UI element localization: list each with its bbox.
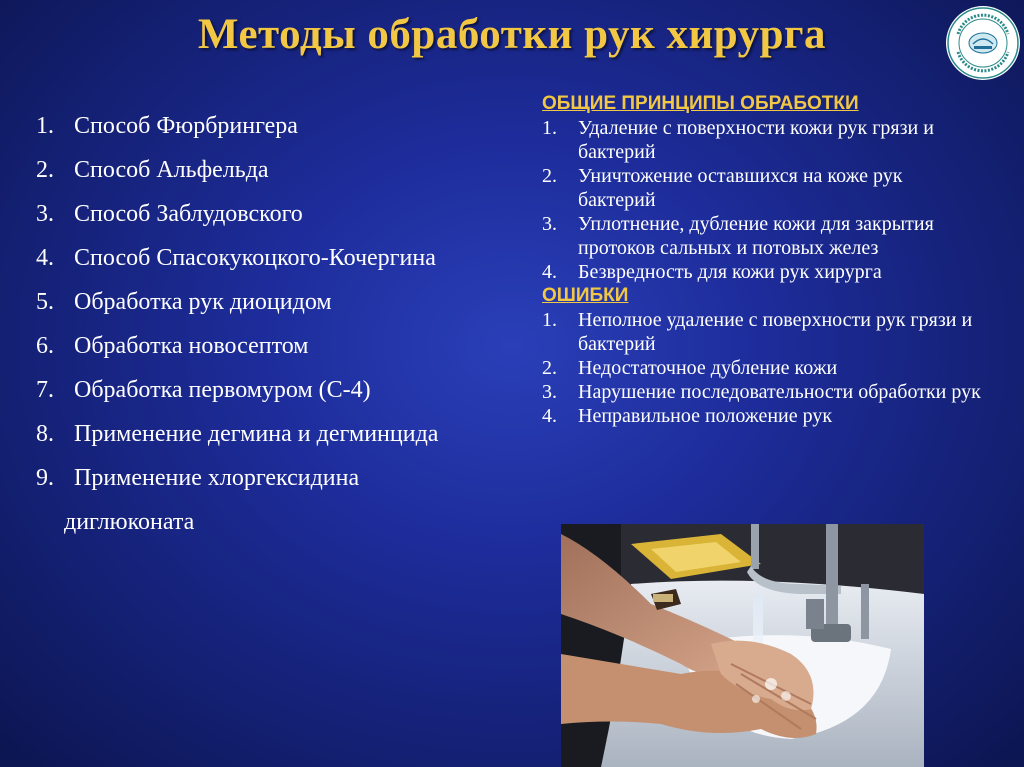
list-item: 1. Способ Фюрбрингера [36, 113, 298, 139]
page-title: Методы обработки рук хирурга [197, 11, 827, 58]
list-item: 9. Применение хлоргексидина [36, 465, 360, 491]
list-item: 4. Безвредность для кожи рук хирурга [542, 261, 882, 283]
list-item: 5. Обработка рук диоцидом [36, 289, 332, 315]
list-item: 8. Применение дегмина и дегминцида [36, 421, 439, 447]
list-item: 1. Удаление с поверхности кожи рук грязи и бактерий [542, 117, 934, 163]
errors-heading: ОШИБКИ [542, 285, 629, 306]
list-item: 2. Уничтожение оставшихся на коже рук бактерий [542, 165, 903, 211]
methods-list [36, 104, 526, 544]
university-logo [944, 4, 1022, 82]
principles-panel [542, 92, 982, 428]
list-item: 6. Обработка новосептом [36, 333, 309, 359]
handwashing-photo [561, 524, 924, 767]
list-item-continuation: диглюконата [64, 509, 195, 535]
principles-list [542, 116, 982, 284]
list-item: 4. Способ Спасокукоцкого-Кочергина [36, 245, 436, 271]
list-item: 4. Неправильное положение рук [542, 405, 833, 427]
list-item: 1. Неполное удаление с поверхности рук грязи и бактерий [542, 309, 973, 355]
list-item: 7. Обработка первомуром (С-4) [36, 377, 371, 403]
list-item: 3. Уплотнение, дубление кожи для закрытия протоков сальных и потовых желез [542, 213, 934, 259]
list-item: 3. Способ Заблудовского [36, 201, 303, 227]
list-item: 2. Способ Альфельда [36, 157, 269, 183]
errors-list [542, 308, 982, 428]
list-item: 2. Недостаточное дубление кожи [542, 357, 838, 379]
list-item: 3. Нарушение последовательности обработки рук [542, 381, 981, 403]
principles-heading: ОБЩИЕ ПРИНЦИПЫ ОБРАБОТКИ [542, 93, 859, 114]
